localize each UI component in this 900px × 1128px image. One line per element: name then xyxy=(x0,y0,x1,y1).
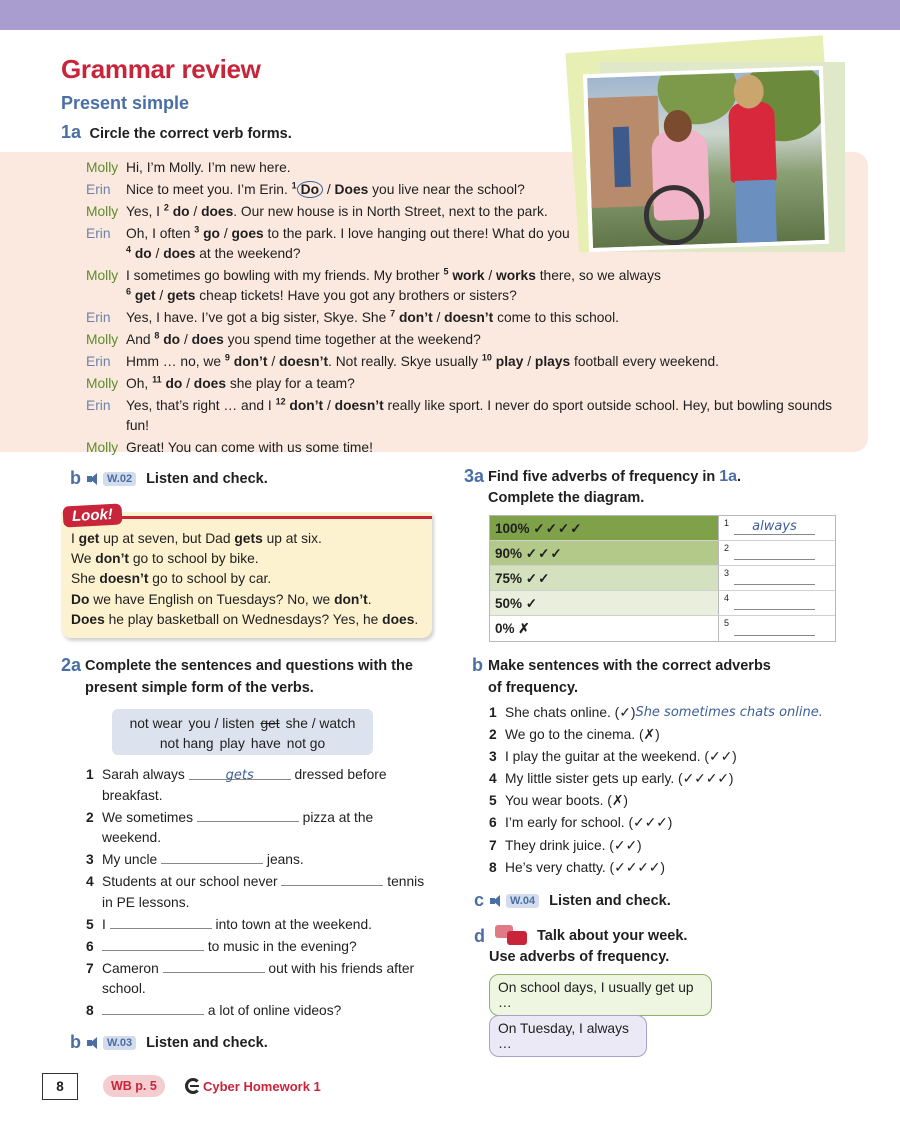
exercise-instruction: Use adverbs of frequency. xyxy=(489,949,670,965)
sentence-text: I into town at the weekend. xyxy=(102,916,372,932)
look-box-examples xyxy=(71,529,418,630)
frequency-label: 0% ✗ xyxy=(490,616,718,641)
exercise-2a-sentences xyxy=(86,765,431,1023)
speaker-name: Molly xyxy=(86,332,119,347)
exercise-letter: b xyxy=(70,468,81,488)
speaker-icon xyxy=(87,1037,101,1049)
exercise-3b-heading xyxy=(472,655,872,699)
speaker-icon xyxy=(87,473,101,485)
track-id: W.02 xyxy=(103,472,136,486)
dialogue-line xyxy=(86,202,856,222)
item-number: 2 xyxy=(489,727,497,743)
tick-marks-icon: ✗ xyxy=(518,621,531,636)
dialogue-line xyxy=(86,352,856,372)
item-number: 3 xyxy=(86,852,94,867)
word-box-item: have xyxy=(250,736,281,751)
word-box-item: play xyxy=(219,736,245,751)
dialogue-text[interactable]: Hmm … no, we $^9$ don’t / doesn’t. Not really. Skye usually $^{10}$ play / plays football every weekend. xyxy=(126,352,719,369)
sentence-item xyxy=(86,765,431,806)
speaker-name: Molly xyxy=(86,268,119,283)
answer-blank[interactable] xyxy=(102,1001,204,1015)
word-box-item: not go xyxy=(286,736,326,751)
audio-track[interactable] xyxy=(87,1036,136,1050)
sentence-text: We sometimes pizza at the weekend. xyxy=(102,809,374,845)
item-number: 4 xyxy=(489,771,497,787)
dialogue-text[interactable]: And $^8$ do / does you spend time together at the weekend? xyxy=(126,330,481,347)
speaker-name: Molly xyxy=(86,204,119,219)
dialogue-text[interactable]: Great! You can come with us some time! xyxy=(126,440,373,455)
word-box-row xyxy=(112,734,373,754)
audio-track[interactable] xyxy=(490,894,539,908)
dialogue-line xyxy=(86,158,856,178)
look-example: Does he play basketball on Wednesdays? Yes, he does. xyxy=(71,611,419,627)
top-color-bar xyxy=(0,0,900,30)
item-number: 6 xyxy=(86,938,94,954)
sentence-item xyxy=(489,769,859,790)
cyber-homework-label: Cyber Homework 1 xyxy=(203,1078,321,1094)
frequency-label: 75% ✓✓ xyxy=(490,566,718,590)
sentence-text: Cameron out with his friends after school. xyxy=(102,960,415,996)
dialogue-text[interactable]: Hi, I’m Molly. I’m new here. xyxy=(126,160,291,175)
sentence-item xyxy=(86,850,431,871)
audio-track[interactable] xyxy=(87,472,136,486)
exercise-instruction xyxy=(488,466,741,509)
item-number: 2 xyxy=(724,543,730,553)
frequency-label: 90% ✓✓✓ xyxy=(490,541,718,565)
look-example: We don’t go to school by bike. xyxy=(71,551,259,567)
item-number: 8 xyxy=(86,1003,94,1018)
frequency-row xyxy=(490,516,835,541)
dialogue-text[interactable]: Yes, I $^2$ do / does. Our new house is in North Street, next to the park. xyxy=(126,202,548,219)
item-number: 5 xyxy=(489,793,497,809)
dialogue-text[interactable]: Oh, I often $^3$ go / goes to the park. I love hanging out there! What do you $^4$ do / does at the weekend? xyxy=(126,224,570,261)
sentence-text: They drink juice. (✓✓) xyxy=(505,837,642,853)
word-box xyxy=(112,709,373,755)
speaker-name: Molly xyxy=(86,160,119,175)
frequency-row xyxy=(490,566,835,591)
sentence-item xyxy=(86,872,431,913)
dialogue-line xyxy=(86,438,856,458)
dialogue-line xyxy=(86,374,856,394)
sentence-item xyxy=(489,791,859,812)
look-example: Do we have English on Tuesdays? No, we don’t. xyxy=(71,591,372,607)
sentence-text: Students at our school never tennis in PE lessons. xyxy=(102,874,425,910)
exercise-1a-heading xyxy=(61,122,292,143)
sentence-text: We go to the cinema. (✗) xyxy=(505,727,660,743)
item-number: 2 xyxy=(86,809,94,825)
tick-marks-icon: ✓✓✓✓ xyxy=(533,521,583,536)
sentence-text: My uncle jeans. xyxy=(102,852,304,867)
track-id: W.03 xyxy=(103,1036,136,1050)
dialogue-text[interactable]: Yes, that’s right … and I $^{12}$ don’t / doesn’t really like sport. I never do sport outside school. Hey, but bowling sounds fun! xyxy=(126,396,833,433)
exercise-3d-heading xyxy=(474,925,874,965)
sentence-text: Sarah always gets dressed before breakfast. xyxy=(102,767,387,803)
exercise-number: 3a xyxy=(464,466,485,486)
exercise-instruction: Listen and check. xyxy=(146,1034,268,1051)
answer-blank[interactable] xyxy=(110,915,212,929)
sentence-text: a lot of online videos? xyxy=(102,1001,341,1022)
sentence-item xyxy=(86,915,431,936)
exercise-number: 2a xyxy=(61,655,82,675)
exercise-3b-sentences xyxy=(489,703,859,880)
section-subtitle: Present simple xyxy=(61,93,190,113)
word-box-item: not wear xyxy=(129,716,183,731)
instruction-text: . xyxy=(737,469,742,485)
speaker-name: Erin xyxy=(86,354,111,369)
look-tag: Look! xyxy=(62,503,122,527)
word-box-item: not hang xyxy=(159,736,214,751)
exercise-instruction: Talk about your week. xyxy=(537,928,688,944)
answer-blank[interactable] xyxy=(734,559,815,560)
cyber-e-icon xyxy=(185,1078,201,1094)
cyber-homework-link[interactable] xyxy=(185,1078,321,1094)
look-example: I get up at seven, but Dad gets up at six. xyxy=(71,531,322,546)
dialogue-text[interactable]: Nice to meet you. I’m Erin. $^1$ Do / Does you live near the school? xyxy=(126,180,525,197)
instruction-text: Find five adverbs of frequency in xyxy=(488,469,720,485)
dialogue-text[interactable]: I sometimes go bowling with my friends. My brother $^5$ work / works there, so we always $^6$ get / gets cheap tickets! Have you got any brothers or sisters? xyxy=(126,266,661,303)
dialogue-line xyxy=(86,180,856,200)
exercise-3c-heading xyxy=(474,890,671,911)
dialogue-line xyxy=(86,308,856,328)
word-box-item: you / listen xyxy=(188,716,255,731)
answer-blank[interactable] xyxy=(161,850,263,864)
item-number: 8 xyxy=(489,859,497,875)
exercise-instruction: Listen and check. xyxy=(146,470,268,487)
track-id: W.04 xyxy=(506,894,539,908)
speaker-name: Molly xyxy=(86,440,119,455)
exercise-reference: 1a xyxy=(719,468,738,485)
answer-blank[interactable] xyxy=(197,808,299,822)
exercise-3a-heading xyxy=(464,466,864,509)
frequency-row xyxy=(490,541,835,566)
sentence-item xyxy=(489,703,859,724)
answer-blank[interactable]: always xyxy=(734,519,815,535)
speaker-name: Erin xyxy=(86,226,111,241)
dialogue-text[interactable]: Oh, $^{11}$ do / does she play for a team? xyxy=(126,374,355,391)
sentence-item xyxy=(86,1001,431,1022)
dialogue-line xyxy=(86,266,856,306)
answer-blank[interactable] xyxy=(734,609,815,610)
handwritten-answer: She sometimes chats online. xyxy=(635,705,823,720)
item-number: 1 xyxy=(86,767,94,782)
sentence-item xyxy=(489,747,859,768)
frequency-diagram xyxy=(489,515,836,642)
item-number: 1 xyxy=(489,705,497,720)
item-number: 5 xyxy=(724,618,730,628)
sentence-item xyxy=(489,858,859,879)
page-title: Grammar review xyxy=(61,54,261,84)
workbook-link[interactable]: WB p. 5 xyxy=(103,1075,165,1097)
item-number: 3 xyxy=(489,749,497,765)
dialogue-line xyxy=(86,224,856,264)
tick-marks-icon: ✓✓ xyxy=(525,571,551,586)
tick-marks-icon: ✓ xyxy=(525,596,539,611)
speech-bubbles-icon xyxy=(495,925,527,947)
frequency-label: 50% ✓ xyxy=(490,591,718,615)
instruction-text: Complete the diagram. xyxy=(488,490,645,506)
sentence-text: He’s very chatty. (✓✓✓✓) xyxy=(505,859,665,875)
sentence-text: My little sister gets up early. (✓✓✓✓) xyxy=(505,771,734,787)
exercise-letter: c xyxy=(474,890,485,910)
sentence-text: She chats online. (✓) xyxy=(505,705,636,720)
dialogue-text[interactable]: Yes, I have. I’ve got a big sister, Skye. She $^7$ don’t / doesn’t come to this school. xyxy=(126,308,619,325)
exercise-instruction: Circle the correct verb forms. xyxy=(89,126,292,142)
exercise-letter: b xyxy=(70,1032,81,1052)
item-number: 7 xyxy=(86,960,94,976)
item-number: 7 xyxy=(489,837,497,853)
exercise-instruction: Complete the sentences and questions with the present simple form of the verbs. xyxy=(85,658,413,696)
exercise-number: 1a xyxy=(61,122,82,142)
exercise-instruction: Listen and check. xyxy=(549,892,671,909)
exercise-letter: b xyxy=(472,655,483,675)
answer-blank[interactable]: gets xyxy=(189,766,291,780)
speaker-name: Molly xyxy=(86,376,119,391)
frequency-label: 100% ✓✓✓✓ xyxy=(490,516,718,540)
sentence-item xyxy=(86,959,431,1000)
answer-blank[interactable] xyxy=(281,872,383,886)
speaker-name: Erin xyxy=(86,310,111,325)
dialogue-line xyxy=(86,330,856,350)
exercise-2a-heading xyxy=(61,655,431,699)
exercise-letter: d xyxy=(474,925,485,946)
word-box-row xyxy=(112,714,373,734)
item-number: 5 xyxy=(86,916,94,932)
answer-blank[interactable] xyxy=(163,959,265,973)
item-number: 4 xyxy=(86,874,94,889)
sentence-text: to music in the evening? xyxy=(102,937,357,958)
sentence-item xyxy=(86,808,431,849)
word-box-item: get xyxy=(260,716,280,731)
sentence-text: I’m early for school. (✓✓✓) xyxy=(505,815,673,831)
answer-blank[interactable] xyxy=(734,584,815,585)
sentence-text: You wear boots. (✗) xyxy=(505,793,629,809)
sentence-item xyxy=(86,937,431,958)
frequency-row xyxy=(490,616,835,641)
dialogue xyxy=(86,158,856,460)
look-example: She doesn’t go to school by car. xyxy=(71,571,272,587)
item-number: 6 xyxy=(489,815,497,831)
exercise-1b-heading xyxy=(70,468,268,489)
frequency-row xyxy=(490,591,835,616)
dialogue-line xyxy=(86,396,856,436)
speech-bubble: On school days, I usually get up … xyxy=(489,974,712,1016)
sentence-item xyxy=(489,836,859,857)
answer-blank[interactable] xyxy=(734,635,815,636)
look-box-rule xyxy=(96,516,432,519)
speaker-icon xyxy=(490,895,504,907)
item-number: 1 xyxy=(724,518,730,528)
item-number: 3 xyxy=(724,568,730,578)
speaker-name: Erin xyxy=(86,398,111,413)
sentence-text: I play the guitar at the weekend. (✓✓) xyxy=(505,749,737,765)
exercise-2b-heading xyxy=(70,1032,268,1053)
speaker-name: Erin xyxy=(86,182,111,197)
exercise-instruction: Make sentences with the correct adverbs of frequency. xyxy=(488,658,771,696)
word-box-item: she / watch xyxy=(285,716,356,731)
tick-marks-icon: ✓✓✓ xyxy=(525,546,563,561)
speech-bubble: On Tuesday, I always … xyxy=(489,1015,647,1057)
sentence-item xyxy=(489,813,859,834)
item-number: 4 xyxy=(724,593,730,603)
answer-blank[interactable] xyxy=(102,937,204,951)
page-number: 8 xyxy=(42,1073,78,1100)
sentence-item xyxy=(489,725,859,746)
